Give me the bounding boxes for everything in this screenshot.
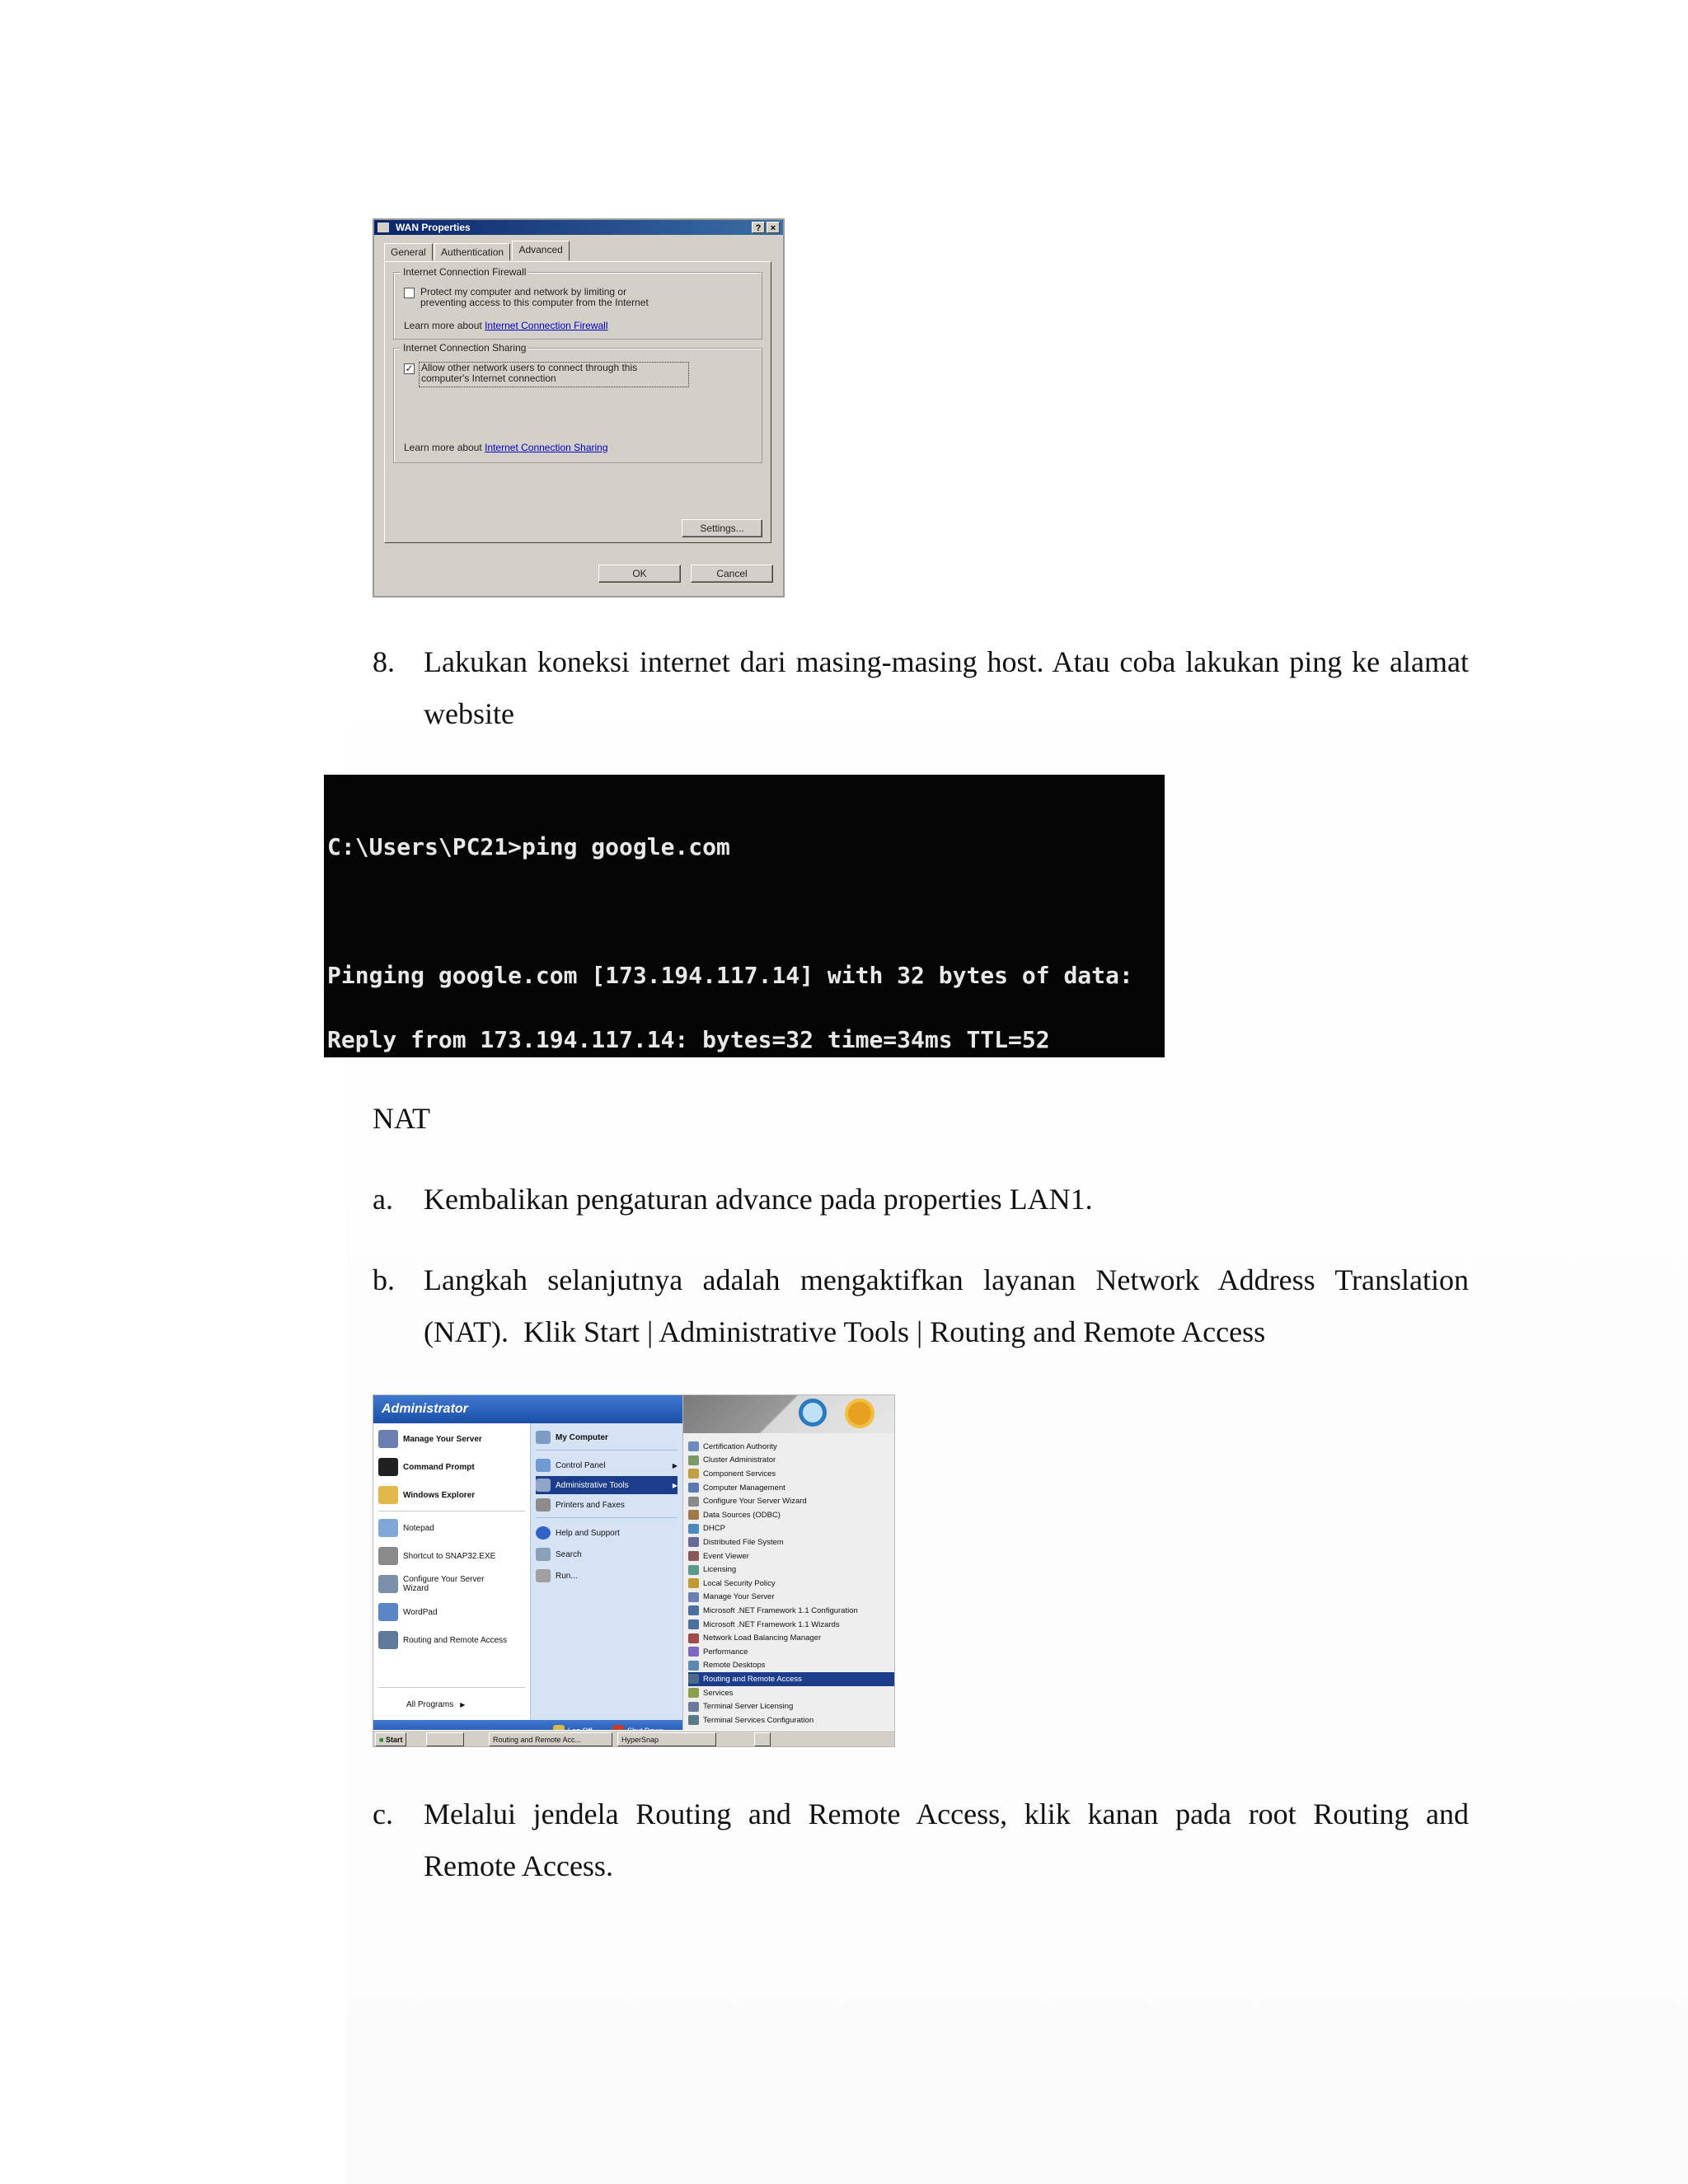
dialog-titlebar xyxy=(374,220,783,235)
admin-tool-item[interactable] xyxy=(688,1522,894,1536)
admin-tool-label: Certification Authority xyxy=(703,1441,777,1451)
menu-item-configure-your-server[interactable] xyxy=(378,1572,510,1596)
tool-icon xyxy=(688,1537,699,1547)
admin-tool-label: Routing and Remote Access xyxy=(703,1674,802,1684)
dialog-title: WAN Properties xyxy=(396,222,471,233)
menu-item-label: Run... xyxy=(556,1571,578,1581)
gear-icon xyxy=(845,1399,874,1428)
admin-tool-item[interactable] xyxy=(688,1535,894,1549)
tool-icon xyxy=(688,1469,699,1479)
menu-item-my-computer[interactable] xyxy=(536,1428,678,1446)
settings-button[interactable]: Settings... xyxy=(682,519,762,537)
menu-item-label: Notepad xyxy=(403,1523,434,1533)
taskbar-hypersnap-button[interactable]: HyperSnap xyxy=(617,1732,716,1746)
tab-authentication[interactable]: Authentication xyxy=(434,243,510,260)
menu-separator xyxy=(378,1687,525,1688)
sharing-checkbox-label-1: Allow other network users to connect through this xyxy=(421,362,638,373)
admin-tool-label: Component Services xyxy=(703,1469,776,1479)
step-c-line-1: Melalui jendela Routing and Remote Access, klik kanan pada root Routing and xyxy=(424,1797,1469,1830)
firewall-checkbox[interactable] xyxy=(404,288,415,298)
tool-icon xyxy=(688,1674,699,1684)
admin-tool-item[interactable] xyxy=(688,1577,894,1591)
menu-item-label: Configure Your Server Wizard xyxy=(403,1575,485,1593)
admin-tool-label: Distributed File System xyxy=(703,1537,784,1547)
tool-icon xyxy=(688,1619,699,1629)
admin-tool-item[interactable] xyxy=(688,1618,894,1632)
wan-properties-dialog xyxy=(373,218,785,598)
tool-icon xyxy=(688,1633,699,1643)
all-programs-button[interactable] xyxy=(406,1692,465,1717)
admin-tool-label: Performance xyxy=(703,1647,748,1657)
menu-item-label: Windows Explorer xyxy=(403,1490,476,1500)
start-label: Start xyxy=(385,1736,403,1744)
menu-item-label: Manage Your Server xyxy=(403,1434,482,1444)
admin-tool-item[interactable] xyxy=(688,1604,894,1618)
notepad-icon xyxy=(378,1519,398,1537)
help-icon xyxy=(536,1526,551,1540)
arrow-right-icon: ▶ xyxy=(672,1461,678,1469)
step-c-letter: c. xyxy=(373,1797,393,1830)
menu-item-label: WordPad xyxy=(403,1607,438,1617)
console-line: Reply from 173.194.117.14: bytes=32 time=34ms TTL=52 xyxy=(327,1026,1050,1053)
network-icon xyxy=(378,1631,398,1649)
admin-tool-label: Manage Your Server xyxy=(703,1592,775,1602)
step-b-line-2: (NAT). Klik Start | Administrative Tools | Routing and Remote Access xyxy=(424,1315,1266,1348)
tool-icon xyxy=(688,1592,699,1602)
menu-item-printers-faxes[interactable] xyxy=(536,1496,678,1514)
sharing-learn-link[interactable]: Internet Connection Sharing xyxy=(485,442,608,453)
sharing-group xyxy=(393,342,762,463)
admin-tool-label: Licensing xyxy=(703,1565,737,1575)
tab-general[interactable]: General xyxy=(384,243,433,260)
menu-item-windows-explorer[interactable] xyxy=(378,1483,475,1507)
menu-item-label: My Computer xyxy=(556,1432,608,1442)
menu-item-notepad[interactable] xyxy=(378,1516,434,1540)
help-button[interactable]: ? xyxy=(752,222,765,233)
windows-logo-icon: ■ xyxy=(379,1736,384,1744)
admin-tool-label: DHCP xyxy=(703,1524,725,1534)
menu-item-label: Routing and Remote Access xyxy=(403,1635,508,1645)
tool-icon xyxy=(688,1605,699,1615)
sharing-learn-text xyxy=(404,443,608,453)
admin-tool-label: Terminal Server Licensing xyxy=(703,1702,794,1712)
admin-tool-item[interactable] xyxy=(688,1591,894,1605)
nat-heading: NAT xyxy=(373,1102,430,1135)
admin-tool-label: Computer Management xyxy=(703,1483,785,1493)
menu-item-wordpad[interactable] xyxy=(378,1600,438,1624)
admin-tools-icon xyxy=(536,1479,551,1492)
admin-tool-item[interactable] xyxy=(688,1699,894,1713)
admin-tool-item[interactable] xyxy=(688,1672,894,1686)
tool-icon xyxy=(688,1702,699,1712)
menu-item-snap32[interactable] xyxy=(378,1544,495,1568)
taskbar-routing-button[interactable]: Routing and Remote Acc... xyxy=(489,1732,612,1746)
admin-tool-item[interactable] xyxy=(688,1686,894,1700)
menu-item-manage-your-server[interactable] xyxy=(378,1427,482,1451)
console-icon xyxy=(378,1458,398,1476)
folder-icon xyxy=(378,1486,398,1504)
menu-item-label: Control Panel xyxy=(556,1460,606,1470)
wordpad-icon xyxy=(378,1603,398,1621)
step-b-letter: b. xyxy=(373,1263,395,1296)
search-icon xyxy=(536,1548,551,1561)
printer-icon xyxy=(536,1498,551,1511)
menu-item-label: Administrative Tools xyxy=(556,1480,629,1490)
start-menu-pinned xyxy=(373,1423,530,1720)
menu-item-help-support[interactable] xyxy=(536,1524,678,1542)
admin-tool-item[interactable] xyxy=(688,1481,894,1495)
tool-icon xyxy=(688,1455,699,1465)
admin-tool-label: Event Viewer xyxy=(703,1551,749,1561)
tool-icon xyxy=(688,1497,699,1507)
camera-icon xyxy=(378,1547,398,1565)
admin-tool-item[interactable] xyxy=(688,1508,894,1522)
firewall-learn-text xyxy=(404,321,608,331)
menu-item-label: Command Prompt xyxy=(403,1462,475,1472)
tool-icon xyxy=(688,1524,699,1534)
tool-icon xyxy=(688,1661,699,1671)
admin-tool-item[interactable] xyxy=(688,1631,894,1645)
arrow-right-icon: ▶ xyxy=(460,1700,466,1708)
tool-icon xyxy=(688,1441,699,1451)
admin-tool-label: Cluster Administrator xyxy=(703,1455,776,1465)
magnifier-icon xyxy=(799,1399,827,1427)
sharing-legend: Internet Connection Sharing xyxy=(401,341,528,354)
firewall-group xyxy=(393,266,762,340)
computer-icon xyxy=(536,1431,551,1444)
admin-tool-item[interactable] xyxy=(688,1563,894,1577)
sharing-checkbox-label-2: computer's Internet connection xyxy=(421,373,556,384)
menu-item-run[interactable] xyxy=(536,1567,678,1585)
tool-icon xyxy=(688,1483,699,1493)
admin-tool-item[interactable] xyxy=(688,1713,894,1727)
tab-advanced[interactable]: Advanced xyxy=(512,241,569,260)
firewall-learn-prefix: Learn more about xyxy=(404,320,482,331)
step-8-number: 8. xyxy=(373,645,395,678)
server-icon xyxy=(378,1430,398,1448)
quick-launch[interactable] xyxy=(426,1732,464,1746)
sharing-checkbox[interactable]: ✓ xyxy=(405,363,414,374)
admin-tool-label: Local Security Policy xyxy=(703,1578,776,1588)
menu-item-label: Printers and Faxes xyxy=(556,1500,625,1510)
admin-tool-item[interactable] xyxy=(688,1659,894,1673)
sharing-learn-prefix: Learn more about xyxy=(404,442,482,453)
dialog-tabs xyxy=(384,243,569,261)
ok-button[interactable]: OK xyxy=(598,565,681,583)
firewall-checkbox-label-2: preventing access to this computer from the Internet xyxy=(420,297,649,308)
cancel-button[interactable]: Cancel xyxy=(691,565,773,583)
console-line: C:\Users\PC21>ping google.com xyxy=(327,833,730,860)
menu-item-administrative-tools[interactable] xyxy=(536,1476,678,1494)
admin-tool-label: Microsoft .NET Framework 1.1 Configuration xyxy=(703,1605,858,1615)
wizard-icon xyxy=(378,1575,398,1593)
tool-icon xyxy=(688,1510,699,1520)
tool-icon xyxy=(688,1578,699,1588)
menu-separator xyxy=(536,1450,678,1451)
admin-tool-item[interactable] xyxy=(688,1549,894,1563)
admin-tool-label: Data Sources (ODBC) xyxy=(703,1510,781,1520)
start-button[interactable] xyxy=(375,1732,406,1746)
network-connection-icon xyxy=(377,223,389,232)
console-line: Pinging google.com [173.194.117.14] with 32 bytes of data: xyxy=(327,962,1133,989)
menu-item-routing-remote-access[interactable] xyxy=(378,1628,507,1652)
arrow-right-icon: ▶ xyxy=(672,1481,678,1489)
step-8-line-1: Lakukan koneksi internet dari masing-masing host. Atau coba lakukan ping ke alamat xyxy=(424,645,1469,678)
console-line xyxy=(327,901,1165,922)
menu-separator xyxy=(536,1517,678,1518)
start-menu-user: Administrator xyxy=(373,1395,682,1423)
start-menu-places xyxy=(530,1423,683,1720)
close-button[interactable]: × xyxy=(767,222,780,233)
admin-tool-label: Services xyxy=(703,1688,734,1698)
ping-console-output xyxy=(324,775,1165,1057)
step-8-line-2: website xyxy=(424,697,514,730)
tray-icon[interactable] xyxy=(754,1732,771,1746)
admin-tool-label: Microsoft .NET Framework 1.1 Wizards xyxy=(703,1619,840,1629)
tool-icon xyxy=(688,1551,699,1561)
menu-item-command-prompt[interactable] xyxy=(378,1455,475,1479)
menu-item-label: Search xyxy=(556,1549,582,1559)
advanced-tab-panel xyxy=(384,261,771,543)
admin-tool-item[interactable] xyxy=(688,1440,894,1454)
tool-icon xyxy=(688,1647,699,1657)
all-programs-label: All Programs xyxy=(406,1699,454,1709)
run-icon xyxy=(536,1569,551,1582)
tool-icon xyxy=(688,1715,699,1725)
start-menu-screenshot xyxy=(373,1394,895,1747)
admin-tool-label: Configure Your Server Wizard xyxy=(703,1497,807,1507)
firewall-learn-link[interactable]: Internet Connection Firewall xyxy=(485,320,608,331)
administrative-tools-submenu xyxy=(682,1395,895,1747)
tool-icon xyxy=(688,1565,699,1575)
firewall-legend: Internet Connection Firewall xyxy=(401,265,528,279)
admin-tool-label: Remote Desktops xyxy=(703,1661,766,1671)
admin-tool-item[interactable] xyxy=(688,1454,894,1468)
step-a-letter: a. xyxy=(373,1183,393,1216)
menu-item-control-panel[interactable] xyxy=(536,1456,678,1474)
menu-item-label: Shortcut to SNAP32.EXE xyxy=(403,1551,496,1561)
admin-tool-item[interactable] xyxy=(688,1494,894,1508)
step-c-line-2: Remote Access. xyxy=(424,1849,613,1882)
step-b-line-1: Langkah selanjutnya adalah mengaktifkan layanan Network Address Translation xyxy=(424,1263,1469,1296)
firewall-checkbox-label-1: Protect my computer and network by limiting or xyxy=(420,286,627,298)
tool-icon xyxy=(688,1688,699,1698)
admin-tool-label: Network Load Balancing Manager xyxy=(703,1633,822,1643)
step-a-text: Kembalikan pengaturan advance pada properties LAN1. xyxy=(424,1183,1093,1216)
admin-tool-label: Terminal Services Configuration xyxy=(703,1715,814,1725)
menu-item-label: Help and Support xyxy=(556,1528,620,1538)
taskbar xyxy=(373,1730,895,1747)
menu-item-search[interactable] xyxy=(536,1545,678,1563)
sharing-checkbox-label xyxy=(419,362,689,387)
control-panel-icon xyxy=(536,1459,551,1472)
admin-tool-item[interactable] xyxy=(688,1645,894,1659)
admin-tool-item[interactable] xyxy=(688,1467,894,1481)
